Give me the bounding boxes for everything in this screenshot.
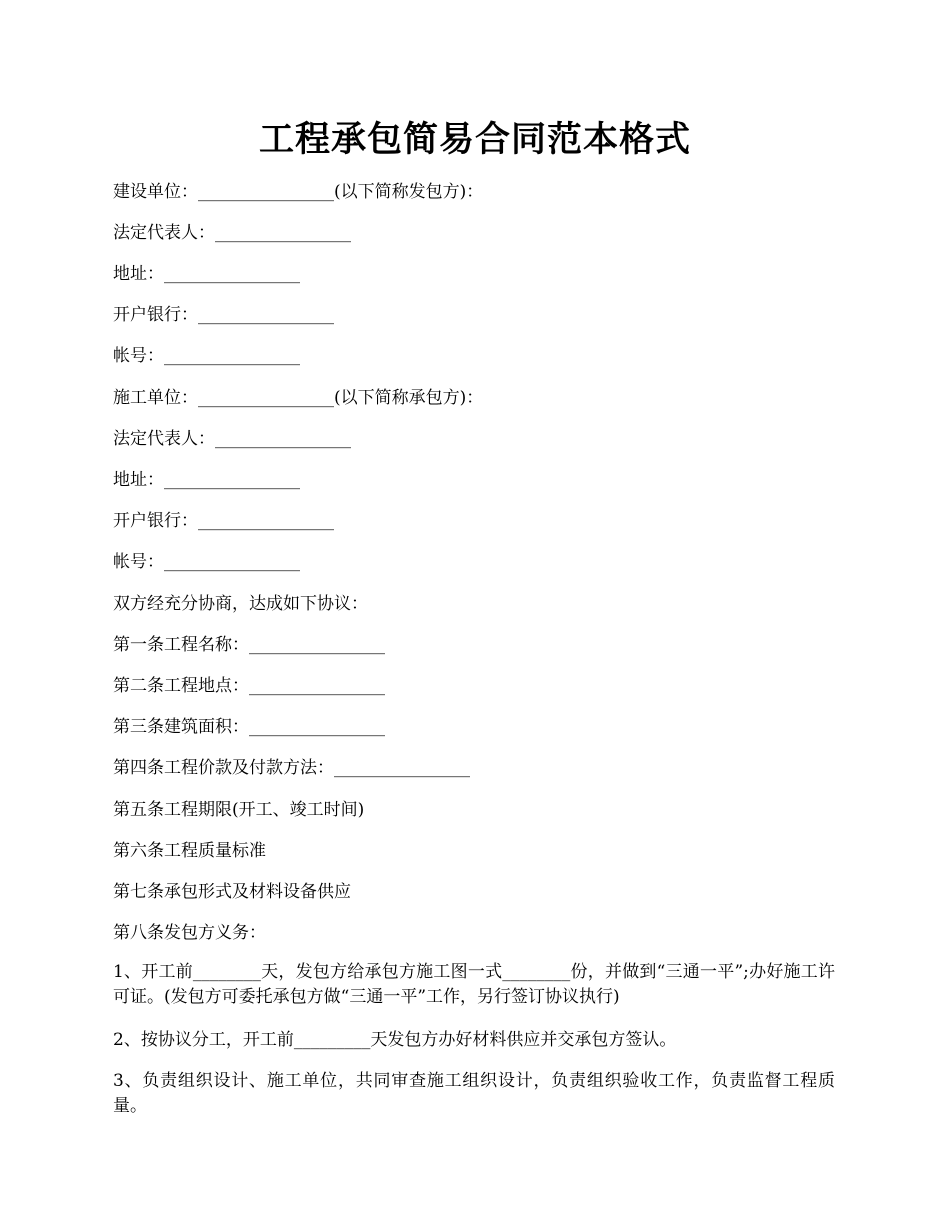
document-title: 工程承包简易合同范本格式 (258, 119, 691, 160)
employer-line: 建设单位：________________(以下简称发包方)： (113, 182, 484, 202)
contractor-address-line: 地址：________________ (113, 470, 300, 490)
duty-paragraph-3: 3、负责组织设计、施工单位，共同审查施工组织设计，负责组织验收工作，负责监督工程质量。 (113, 1071, 835, 1116)
contractor-legal-rep-line: 法定代表人：________________ (113, 429, 351, 449)
article-6-line: 第六条工程质量标准 (113, 841, 266, 861)
article-8-line: 第八条发包方义务： (113, 923, 266, 943)
article-4-line: 第四条工程价款及付款方法：________________ (113, 758, 470, 778)
duty-paragraph-1: 1、开工前________天，发包方给承包方施工图一式________份，并做到“三通一平”;办好施工许可证。(发包方可委托承包方做“三通一平”工作，另行签订协议执行) (113, 962, 835, 1007)
article-5-line: 第五条工程期限(开工、竣工时间) (113, 800, 365, 820)
article-3-line: 第三条建筑面积：________________ (113, 717, 385, 737)
contractor-bank-line: 开户银行：________________ (113, 511, 334, 531)
article-2-line: 第二条工程地点：________________ (113, 676, 385, 696)
employer-account-line: 帐号：________________ (113, 346, 300, 366)
article-7-line: 第七条承包形式及材料设备供应 (113, 882, 351, 902)
agreement-intro-line: 双方经充分协商，达成如下协议： (113, 594, 368, 614)
employer-address-line: 地址：________________ (113, 264, 300, 284)
employer-bank-line: 开户银行：________________ (113, 305, 334, 325)
contractor-line: 施工单位：________________(以下简称承包方)： (113, 388, 484, 408)
article-1-line: 第一条工程名称：________________ (113, 635, 385, 655)
duty-paragraph-2: 2、按协议分工，开工前_________天发包方办好材料供应并交承包方签认。 (113, 1030, 677, 1050)
employer-legal-rep-line: 法定代表人：________________ (113, 223, 351, 243)
contractor-account-line: 帐号：________________ (113, 552, 300, 572)
